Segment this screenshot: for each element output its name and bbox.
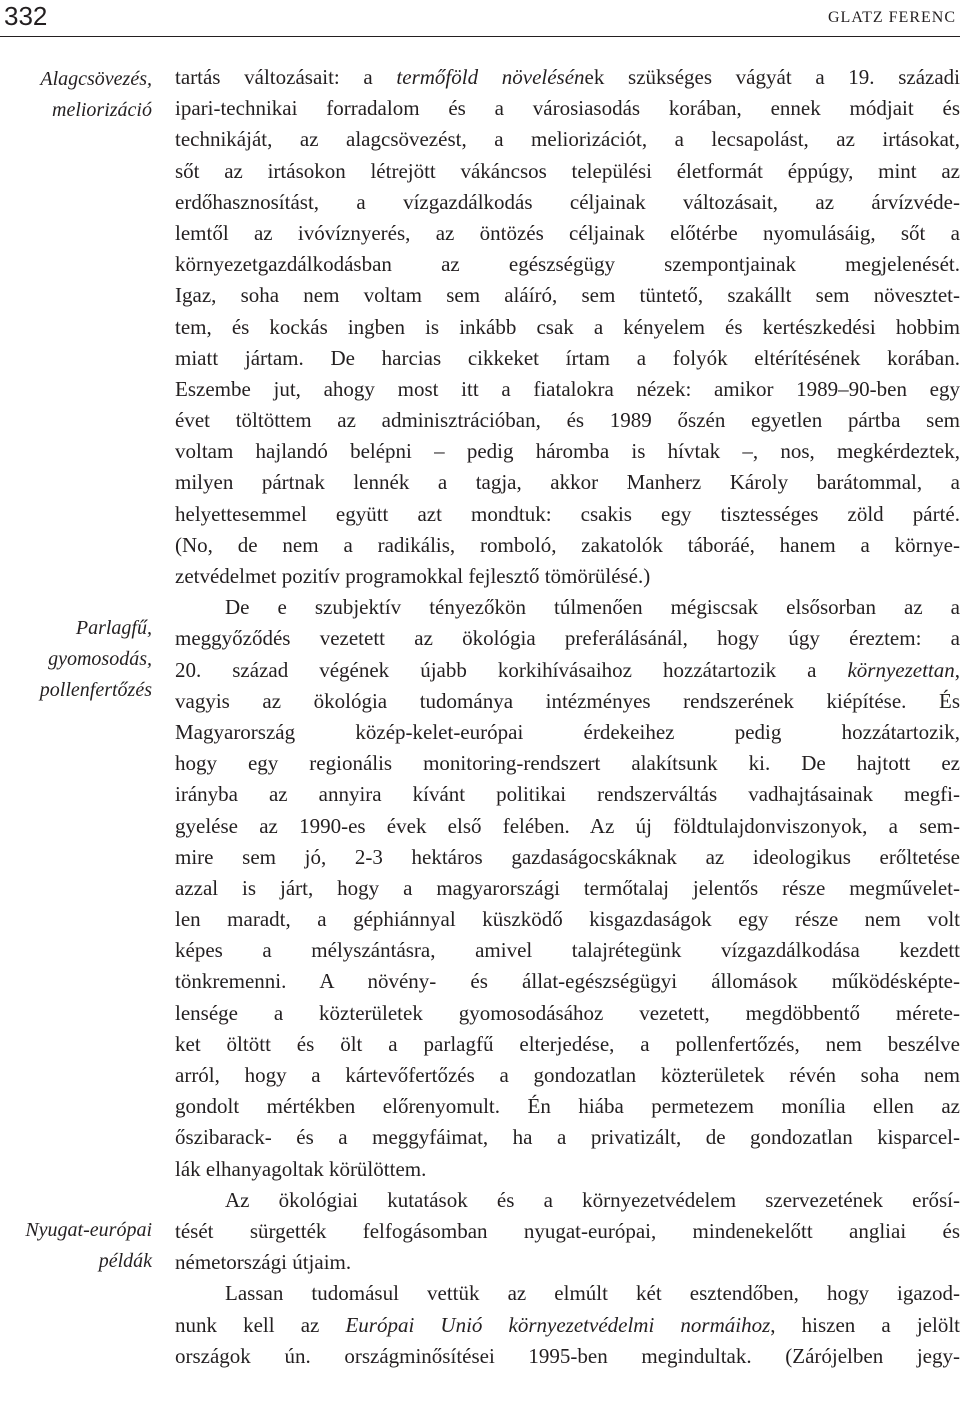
text-segment: képes a mélyszántásra, amivel talajrétegünk vízgazdálkodása kezdett xyxy=(175,938,960,963)
text-segment: országok ún. országminősítései 1995-ben megindultak. (Zárójelben jegy- xyxy=(175,1343,960,1368)
text-segment: 20. század végének újabb korkihívásaihoz hozzátartozik a xyxy=(175,657,848,682)
text-line xyxy=(175,62,960,93)
text-line xyxy=(175,93,960,124)
text-segment: Magyarország közép-kelet-európai érdekeihez pedig hozzátartozik, xyxy=(175,719,960,744)
text-line xyxy=(175,1278,960,1309)
text-segment: lák elhanyagoltak körülöttem. xyxy=(175,1156,427,1181)
text-line xyxy=(175,280,960,311)
text-segment: Eszembe jut, ahogy most itt a fiatalokra nézek: amikor 1989–90-ben egy xyxy=(175,376,960,401)
text-segment: arról, hogy a kártevőfertőzés a gondozatlan közterületek révén soha nem xyxy=(175,1063,960,1087)
text-line xyxy=(175,1154,960,1185)
text-segment: vagyis az ökológia tudománya intézményes rendszerének kiépítése. És xyxy=(175,688,960,713)
page-header xyxy=(0,0,960,36)
text-line xyxy=(175,124,960,155)
margin-note-line: pollenfertőzés xyxy=(39,679,152,701)
text-segment: tem, és kockás ingben is inkább csak a kényelem és kertészkedési hobbim xyxy=(175,314,960,339)
text-line xyxy=(175,966,960,997)
text-line xyxy=(175,218,960,249)
text-segment: sőt az irtásokon létrejött vákáncsos települési életformát éppúgy, mint az xyxy=(175,158,960,183)
text-line xyxy=(175,935,960,966)
text-segment: lemtől az ivóvíznyerés, az öntözés céljainak előtérbe nyomulásáig, sőt a xyxy=(175,220,960,245)
text-segment: környezetgazdálkodásban az egészségügy szempontjainak megjelenését. xyxy=(175,252,960,277)
text-segment: Az ökológiai kutatások és a környezetvédelem szervezetének erősí- xyxy=(225,1187,960,1212)
text-segment: hogy egy regionális monitoring-rendszert alakítsunk ki. De hajtott ez xyxy=(175,751,960,776)
text-line xyxy=(175,374,960,405)
margin-note-line: Parlagfű, xyxy=(75,617,152,639)
text-line xyxy=(175,873,960,904)
emphasized-text: Európai Unió környezetvédelmi normáihoz xyxy=(345,1312,771,1337)
text-segment: azzal is járt, hogy a magyarországi termőtalaj jelentős része megművelet- xyxy=(175,875,960,900)
page-number: 332 xyxy=(4,1,48,31)
text-line xyxy=(175,1216,960,1247)
text-segment: őszibarack- és a meggyfáimat, ha a privatizált, de gondozatlan kisparcel- xyxy=(175,1125,960,1150)
text-line xyxy=(175,405,960,436)
text-segment: zetvédelmet pozitív programokkal fejlesztő tömörülésé.) xyxy=(175,564,651,588)
text-line xyxy=(175,842,960,873)
text-segment: tönkremenni. A növény- és állat-egészségügyi állomások működésképte- xyxy=(175,969,960,994)
text-segment: nunk kell az xyxy=(175,1312,346,1337)
text-segment: (No, de nem a radikális, romboló, zakatolók táboráé, hanem a környe- xyxy=(175,532,960,557)
text-segment: gyelése az 1990-es évek első felében. Az új földtulajdonviszonyok, a sem- xyxy=(175,813,960,838)
text-segment: gondolt mértékben előrenyomult. Én hiába permetezem monília ellen az xyxy=(175,1094,960,1119)
text-line xyxy=(175,686,960,717)
text-segment: Igaz, soha nem voltam sem aláíró, sem tüntető, szakállt sem növesztet- xyxy=(175,283,960,308)
text-line xyxy=(175,1341,960,1372)
emphasized-text: termőföld növelésén xyxy=(396,65,585,89)
text-segment: ipari-technikai forradalom és a városiasodás korában, ennek módjait és xyxy=(175,96,960,121)
text-segment: ket öltött és ölt a parlagfű elterjedése, a pollenfertőzés, nem beszélve xyxy=(175,1031,960,1056)
body-text xyxy=(175,62,960,1372)
text-line xyxy=(175,499,960,530)
text-line xyxy=(175,623,960,654)
text-segment: erdőhasznosítást, a vízgazdálkodás céljainak változásait, az árvízvéde- xyxy=(175,189,960,214)
margin-note-alagcsovezes xyxy=(0,64,152,126)
text-segment: Lassan tudomásul vettük az elmúlt két esztendőben, hogy igazod- xyxy=(225,1281,960,1306)
text-segment: évet töltöttem az adminisztrációban, és 1989 őszén egyetlen pártba sem xyxy=(175,408,960,433)
text-segment: , hiszen a jelölt xyxy=(770,1312,960,1337)
running-head: GLATZ FERENC xyxy=(828,9,956,26)
text-line xyxy=(175,343,960,374)
text-line xyxy=(175,779,960,810)
text-line xyxy=(175,1060,960,1091)
text-line xyxy=(175,904,960,935)
text-line xyxy=(175,717,960,748)
text-segment: milyen pártnak lennék a tagja, akkor Manherz Károly barátommal, a xyxy=(175,470,960,495)
text-segment: tartás változásait: a xyxy=(175,65,397,89)
text-line xyxy=(175,467,960,498)
text-segment: lensége a közterületek gyomosodásához vezetett, megdöbbentő mérete- xyxy=(175,1000,960,1025)
text-segment: technikáját, az alagcsövezést, a meliorizációt, a lecsapolást, az irtásokat, xyxy=(175,127,960,152)
text-line xyxy=(175,655,960,686)
margin-note-line: Nyugat-európai xyxy=(25,1219,152,1241)
text-line xyxy=(175,1185,960,1216)
text-line xyxy=(175,1310,960,1341)
text-segment: De e szubjektív tényezőkön túlmenően mégiscsak elsősorban az a xyxy=(225,595,960,620)
text-line xyxy=(175,998,960,1029)
text-segment: len maradt, a géphiánnyal küszködő kisgazdaságok egy része nem volt xyxy=(175,907,960,932)
emphasized-text: környezettan xyxy=(847,657,955,682)
text-line xyxy=(175,436,960,467)
text-segment: tését sürgették felfogásomban nyugat-európai, mindenekelőtt angliai és xyxy=(175,1218,960,1243)
text-segment: helyettesemmel együtt azt mondtuk: csakis egy tisztességes zöld párté. xyxy=(175,501,960,526)
header-rule xyxy=(0,36,960,37)
text-line xyxy=(175,811,960,842)
margin-note-line: gyomosodás, xyxy=(48,648,152,670)
text-line xyxy=(175,187,960,218)
text-segment: voltam hajlandó belépni – pedig háromba is hívtak –, nos, megkérdeztek, xyxy=(175,439,960,464)
margin-note-parlagfu xyxy=(0,613,152,706)
text-segment: meggyőződés vezetett az ökológia preferálásánál, hogy úgy éreztem: a xyxy=(175,626,960,651)
margin-note-line: meliorizáció xyxy=(52,99,152,121)
text-line xyxy=(175,1122,960,1153)
margin-note-nyugat-europai xyxy=(0,1215,152,1277)
text-line xyxy=(175,1029,960,1060)
text-segment: mire sem jó, 2-3 hektáros gazdaságocskáknak az ideologikus erőltetése xyxy=(175,844,960,869)
text-line xyxy=(175,592,960,623)
margin-note-line: Alagcsövezés, xyxy=(40,68,152,90)
text-line xyxy=(175,530,960,561)
text-line xyxy=(175,249,960,280)
text-segment: ek szükséges vágyát a 19. századi xyxy=(584,65,960,89)
text-segment: miatt jártam. De harcias cikkeket írtam a folyók eltérítésének korában. xyxy=(175,345,960,370)
text-segment: németországi útjaim. xyxy=(175,1250,352,1275)
text-line xyxy=(175,748,960,779)
text-segment: irányba az annyira kívánt politikai rendszerváltás vadhajtásainak megfi- xyxy=(175,782,960,807)
text-line xyxy=(175,312,960,343)
text-line xyxy=(175,561,960,592)
margin-note-line: példák xyxy=(98,1250,152,1272)
text-segment: , xyxy=(954,657,960,682)
text-line xyxy=(175,1091,960,1122)
text-line xyxy=(175,156,960,187)
text-line xyxy=(175,1247,960,1278)
